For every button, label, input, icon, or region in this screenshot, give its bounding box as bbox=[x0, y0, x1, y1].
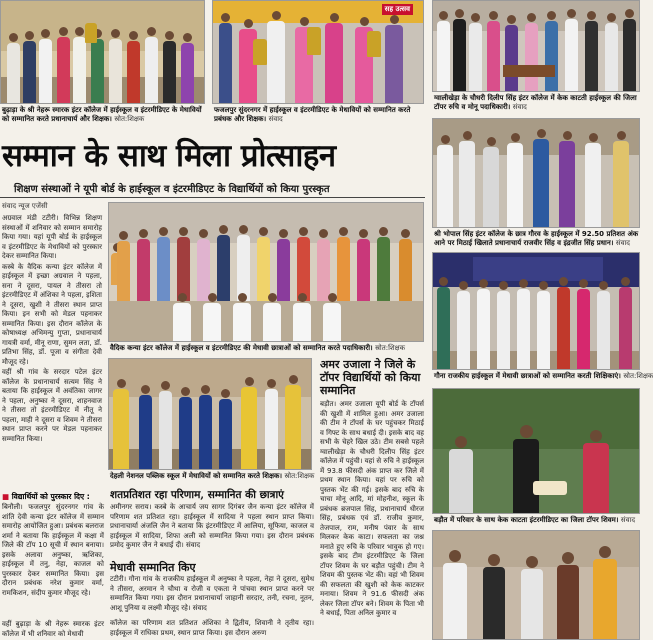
caption-right-2: श्री भोपाल सिंह इंटर कॉलेज के छात्र गौरव के हाईस्कूल में 92.50 प्रतिशत अंक आने पर मिठाई खिलाते प्रधानाचार्य राजवीर सिंह व इंद्रजीत सिंह प्रधान। संवाद bbox=[434, 230, 639, 247]
byline: संवाद न्यूज एजेंसी bbox=[2, 202, 48, 210]
caption-top-3: ग्वालीखेड़ा के चौधरी दिलीप सिंह इंटर कॉलेज में केक काटती हाईस्कूल की जिला टॉपर रुचि व मोनू पदाधिकारी। संवाद bbox=[434, 94, 637, 111]
paragraph: कस्बे के वैदिक कन्या इंटर कॉलेज में हाईस्कूल में इच्छा अग्रवाल ने पहला, सना ने दूसरा, पायल ने तीसरा तो इंटरमीडिएट में अंशिका ने पहला, इशिता ने दूसरा, खुशी ने तीसरा स्थान प्राप्त किया। इन सभी को मेडल पहनाकर सम्मानित किया। इस दौरान कॉलेज के कोषाध्यक्ष अभिमन्यु गुप्ता, प्रधानाचार्य गायत्री वर्मा, मीनू राणा, सुमन लता, डॉ. प्रतिभा सिंह, डॉ. पूजा व संगीता देवी मौजूद रहे। bbox=[2, 262, 102, 366]
cake bbox=[533, 481, 567, 495]
section-text-medhavi: टटीरी। गौना गांव के राजकीय हाईस्कूल में अनुष्का ने पहला, नेहा ने दूसरा, सुमेध ने तीसरा, अरमान ने चौथा व रोजी व एकता ने पांचवा स्थान प्राप्त करने पर सम्मानित किया गया। इस दौरान प्रधानाचार्या जाहानी सरदार, तनी, रचना, नूतन, आशू पुनिया व लक्ष्मी मौजूद रहे। संवाद bbox=[110, 575, 314, 612]
photo-fazalpur bbox=[212, 0, 424, 104]
photo-shivam-cake bbox=[432, 388, 640, 514]
trophy-icon bbox=[85, 23, 97, 43]
trophy-icon bbox=[307, 27, 321, 55]
caption-right-4: बड़ौत में परिवार के साथ केक काटता इंटरमीडिएट का जिला टॉपर शिवम। संवाद bbox=[434, 516, 636, 524]
photo-gwalikheda bbox=[432, 0, 640, 92]
trophy-icon bbox=[367, 31, 381, 57]
trophy-icon bbox=[253, 39, 267, 65]
photo-vaidik-kanya bbox=[108, 202, 424, 342]
section-title-medhavi: मेधावी सम्मानित किए bbox=[110, 561, 196, 574]
caption-top-2: फजलपुर सुंदरनगर में हाईस्कूल व इंटरमीडिएट के मेधावियों को सम्मानित करते प्रबंधक और शिक्षक। संवाद bbox=[214, 106, 411, 123]
paragraph: अग्रवाल मंडी टटीरी। विभिन्न शिक्षण संस्थाओं में शनिवार को सम्मान समारोह किया गया। यहां यूपी बोर्ड के हाईस्कूल व इंटरमीडिएट के मेधावियों को पुरस्कार देकर सम्मानित किया। bbox=[2, 214, 102, 260]
box1-text: बिनौली। फजलपुर सुंदरनगर गांव के शांति देवी कन्या इंटर कॉलेज में सम्मान समारोह आयोजित हुआ। प्रबंधक बलराज शर्मा ने बताया कि हाईस्कूल में कक्षा में जिले की टॉप 10 सूची में स्थान बनाया। इसके अलावा अनुष्का, ऋशिका, हाईस्कूल में तनु, नेहा, काजल को पुरस्कार देकर सम्मानित किया। इस दौरान प्रबंधक नरेश कुमार वर्मा, रामकिशन, संदीप कुमार मौजूद रहे। bbox=[2, 503, 104, 597]
amar-ujala-title: अमर उजाला ने जिले के टॉपर विद्यार्थियों को किया सम्मानित bbox=[320, 358, 421, 397]
photo-bhopal-singh bbox=[432, 118, 640, 228]
caption-top-1: बुढ़ाड़ा के श्री नेहरू स्मारक इंटर कॉलेज में हाईस्कूल व इंटरमीडिएट के मेधावियों को सम्मानित करते प्रधानाचार्य और शिक्षक। स्रोत:शिक्षक bbox=[2, 106, 202, 123]
divider bbox=[0, 197, 425, 198]
section-text-shatpratishat: अमीनगर सराय। कस्बे के आचार्य जय सागर दिगंबर जैन कन्या इंटर कॉलेज में परिणाम शत प्रतिशत रहा। हाईस्कूल में सादिया ने पहला स्थान प्राप्त किया। प्रधानाचार्या अंजलि जैन ने बताया कि इंटरमीडिएट में आलिया, सूफिया, काजल व हाईस्कूल में सादिया, शिफा अली को सम्मानित किया गया। इस दौरान प्रबंधक प्रमोद कुमार जैन ने बधाई दी। संवाद bbox=[110, 503, 314, 549]
box1-title: ■ विद्यार्थियों को पुरस्कार दिए : bbox=[2, 492, 90, 501]
left-column-text bbox=[2, 214, 102, 464]
bullet-icon: ■ bbox=[2, 492, 10, 501]
amar-ujala-text: बड़ौत। अमर उजाला यूपी बोर्ड के टॉपर्स की खुशी में शामिल हुआ। अमर उजाला की टीम ने टॉपर्स के घर पहुंचकर मिठाई व गिफ्ट के साथ बधाई दी। इसके बाद वह सभी के चेहरे खिल उठे। टीम सबसे पहले ग्वालीखेड़ा के चौधरी दिलीप सिंह इंटर कॉलेज में पहुंची। यहां से रुचि ने हाईस्कूल में 93.8 फीसदी अंक प्राप्त कर जिले में प्रथम स्थान किया। यहां पर रुचि को पुस्तक भेंट की गई। इसके बाद रुचि के चाचा मोनू आदि, मां मोहनीश, स्कूल के प्रबंधक ब्रजपाल सिंह, प्रधानाचार्य धीरज सिंह, प्रबंधक एवं डॉ. राजीव कुमार, तेजपाल, राम, मनीष पंवार के साथ मिलकर केक काटा। सफलता का जश्न मनाते हुए रुचि के परिवार भावुक हो गए। इसके बाद टीम इंटरमीडिएट के जिला टॉपर शिवम के घर बड़ौत पहुंची। टीम ने शिवम की पुस्तक भेंट की। वहां भी शिवम की सफलता की खुशी को केक काटकर मनाया। शिवम ने 91.6 फीसदी अंक लेकर जिला टॉपर बने। शिवम के पिता भी ने बधाई, पिता अनिल कुमार व bbox=[320, 400, 424, 617]
photo-nehru-smarak bbox=[0, 0, 205, 104]
paragraph: वहीं श्री गांव के सरदार पटेल इंटर कॉलेज के प्रधानाचार्य सत्यम सिंह ने बताया कि हाईस्कूल में अवंतिका जागर ने पहला, अनुष्का ने दूसरा, शाहनवाज ने तीसरा तो इंटरमीडिएट में नीतू ने पहला, माही ने दूसरा व शिवम ने तीसरा स्थान प्राप्त करने पर मेडल पहनाकर सम्मानित किया। bbox=[2, 368, 102, 443]
photo-gauna-school bbox=[432, 252, 640, 370]
caption-right-3: गौना राजकीय हाईस्कूल में मेधावी छात्राओं को सम्मानित करती शिक्षिकाएं। स्रोत:शिक्षक bbox=[434, 372, 653, 380]
caption-center-photo: वैदिक कन्या इंटर कॉलेज में हाईस्कूल व इंटरमीडिएट की मेधावी छात्राओं को सम्मानित करते पदाधिकारी। स्रोत:शिक्षक bbox=[110, 344, 406, 352]
headline: सम्मान के साथ मिला प्रोत्साहन bbox=[2, 138, 336, 174]
box1-tail: वहीं बुढ़ाड़ा के श्री नेहरू स्मारक इंटर कॉलेज में भी शनिवार को मेधावी bbox=[2, 620, 104, 638]
caption-lower-center: देहली नेशनल पब्लिक स्कूल में मेधावियों को सम्मानित करते शिक्षक। स्रोत:शिक्षक bbox=[110, 472, 315, 480]
photo-family bbox=[432, 530, 640, 640]
section-title-shatpratishat: शतप्रतिशत रहा परिणाम, सम्मानित की छात्राएं bbox=[110, 489, 284, 501]
photo-banner: सह उत्सव bbox=[382, 4, 413, 15]
subheadline: शिक्षण संस्थाओं ने यूपी बोर्ड के हाईस्कूल व इंटरमीडिएट के विद्यार्थियों को किया पुरस्कृत bbox=[14, 184, 330, 195]
photo-dehli-national bbox=[108, 358, 312, 470]
section-tail-medhavi: कॉलेज का परिणाम शत प्रतिशत अंशिका ने द्वितीय, शिवानी ने तृतीय रहा। हाईस्कूल में राधिका प्रथम, स्थान प्राप्त किया। इस दौरान अरुण bbox=[110, 619, 314, 637]
flag-banner bbox=[473, 257, 603, 281]
